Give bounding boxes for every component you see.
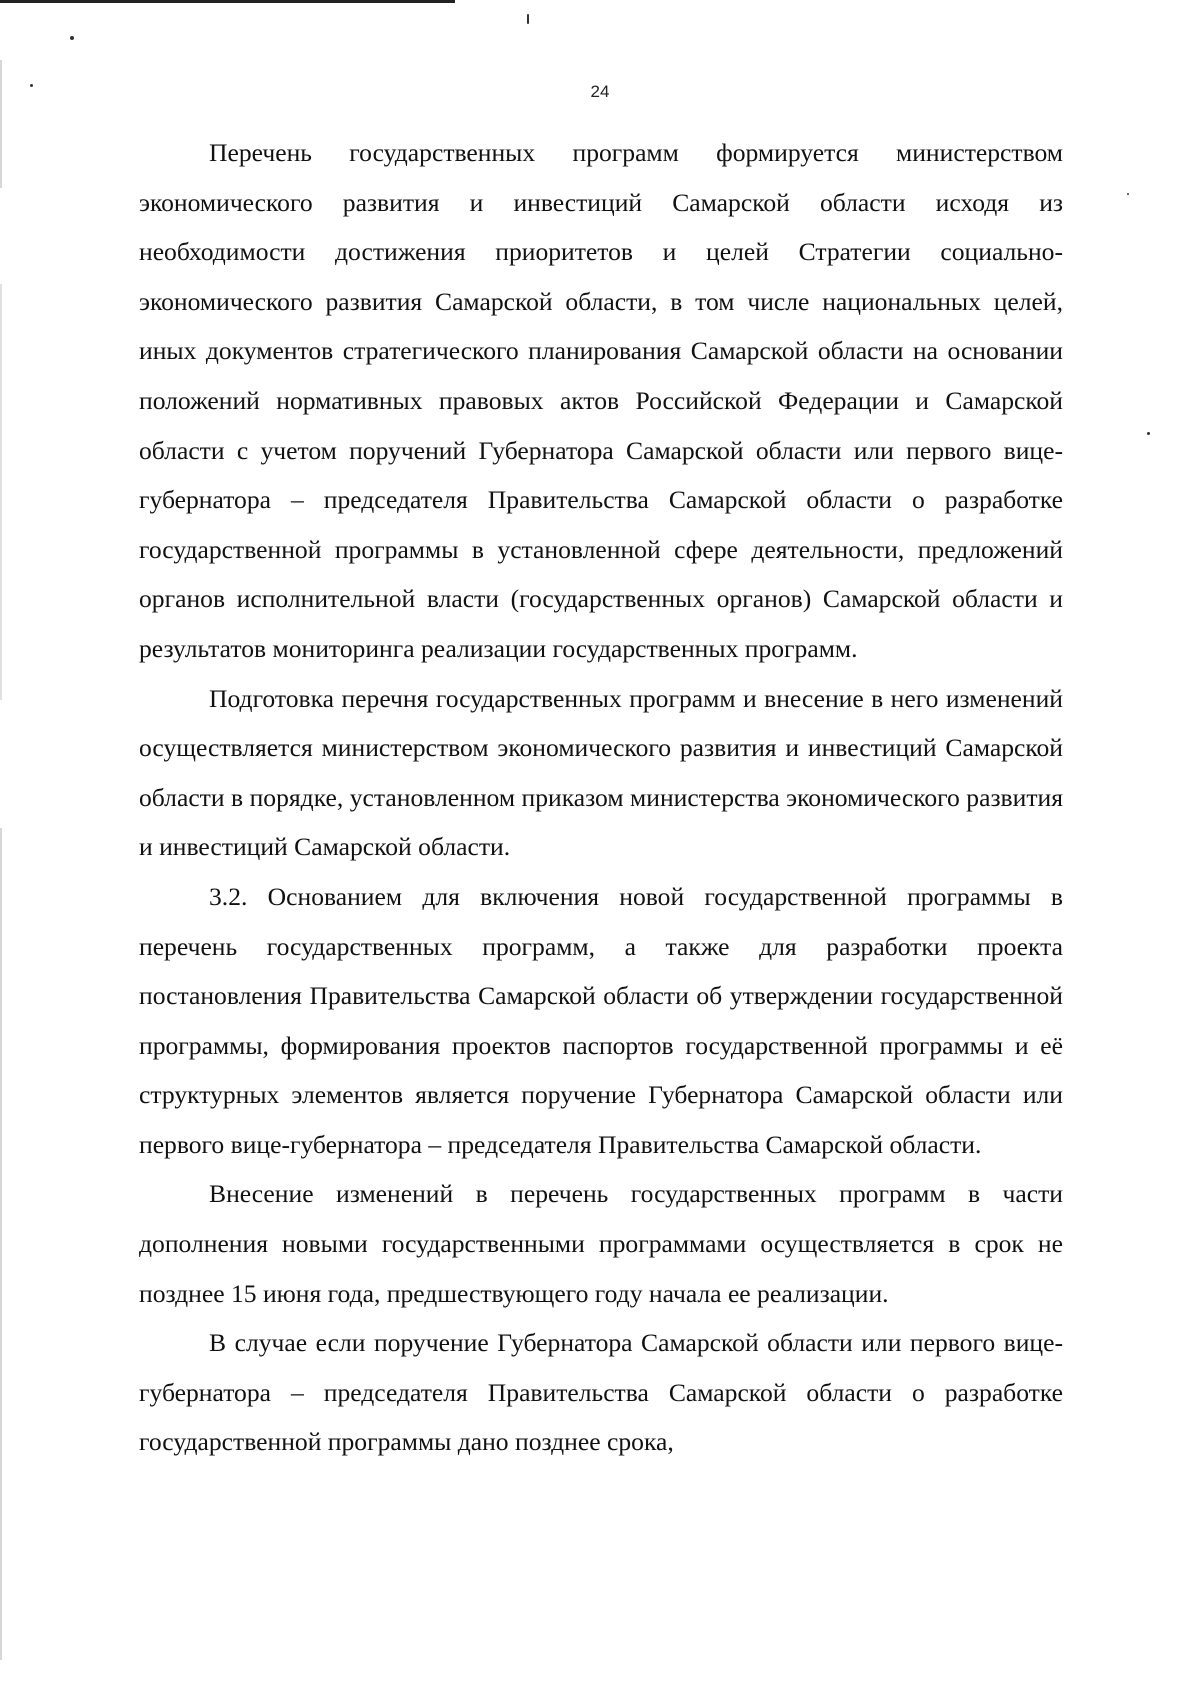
scan-speck [527,14,529,24]
scan-speck [1147,432,1150,435]
paragraph: Подготовка перечня государственных программ и внесение в него изменений осуществляется министерством экономического развития и инвестиций Самарской области в порядке, установленном приказом министерства экономического развития и инвестиций Самарской области. [139,683,1063,862]
paragraph: 3.2. Основанием для включения новой государственной программы в перечень государственных программ, а также для разработки проекта постановления Правительства Самарской области об утверждении государственной программы, формирования проектов паспортов государственной программы и её структурных элементов является поручение Губернатора Самарской области или первого вице-губернатора – председателя Правительства Самарской области. [139,881,1063,1159]
scan-left-edge [0,60,2,1660]
page-number: 24 [590,82,610,101]
scan-speck [70,36,74,40]
paragraph: Перечень государственных программ формируется министерством экономического развития и инвестиций Самарской области исходя из необходимости достижения приоритетов и целей Стратегии социально-экономического развития Самарской области, в том числе национальных целей, иных документов стратегического планирования Самарской области на основании положений нормативных правовых актов Российской Федерации и Самарской области с учетом поручений Губернатора Самарской области или первого вице-губернатора – председателя Правительства Самарской области о разработке государственной программы в установленной сфере деятельности, предложений органов исполнительной власти (государственных органов) Самарской области и результатов мониторинга реализации государственных программ. [139,138,1063,663]
document-body [139,128,1063,1467]
scan-top-edge [0,0,455,3]
paragraph: Внесение изменений в перечень государственных программ в части дополнения новыми государственными программами осуществляется в срок не позднее 15 июня года, предшествующего году начала ее реализации. [139,1179,1063,1308]
scan-speck [1127,193,1129,195]
paragraph: В случае если поручение Губернатора Самарской области или первого вице-губернатора – председателя Правительства Самарской области о разработке государственной программы дано позднее срока, [139,1328,1063,1457]
